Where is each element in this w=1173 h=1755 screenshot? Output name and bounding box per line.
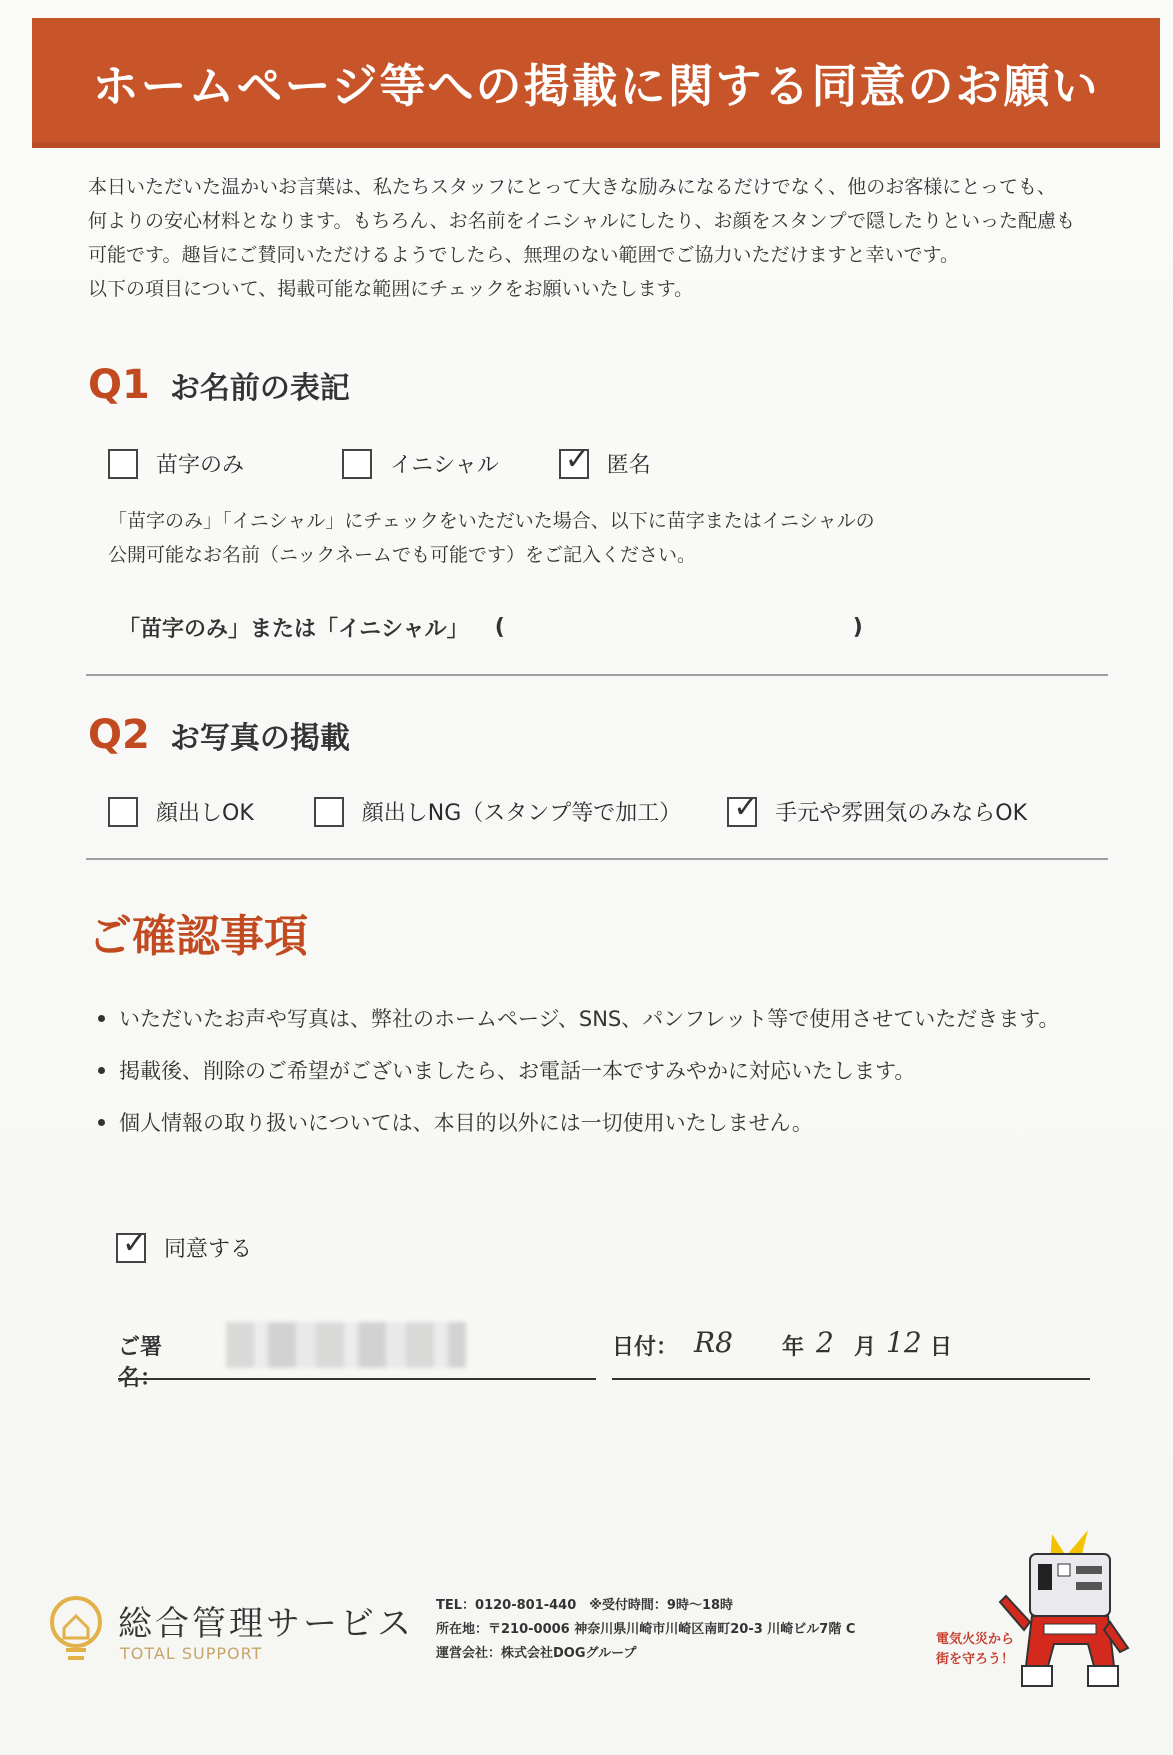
date-month-unit: 月 [854, 1335, 877, 1360]
breaker-mascot-icon [992, 1526, 1132, 1696]
brand-name: 総合管理サービス [118, 1604, 414, 1644]
signature-redacted [226, 1322, 466, 1368]
checkbox-checked[interactable] [727, 789, 759, 827]
checkbox-checked[interactable] [116, 1225, 148, 1263]
agree-label: 同意する [164, 1237, 253, 1262]
intro-line: 以下の項目について、掲載可能な範囲にチェックをお願いいたします。 [88, 278, 694, 300]
check-mark-icon: ✓ [122, 1225, 148, 1261]
divider [86, 674, 1108, 676]
option-label: 顔出しOK [156, 801, 254, 826]
q2-number: Q2 [88, 712, 150, 758]
q1-option-anonymous[interactable] [559, 441, 651, 479]
signature-underline [118, 1378, 596, 1380]
q2-title: お写真の掲載 [169, 721, 350, 756]
footer [46, 1586, 1136, 1736]
bulb-house-logo-icon [46, 1594, 106, 1664]
address-line: 所在地：〒210-0006 神奈川県川崎市川崎区南町20-3 川崎ビル7階 C [436, 1622, 856, 1637]
q1-option-surname[interactable] [108, 448, 244, 479]
checkbox[interactable] [108, 797, 138, 827]
date-era: R8 [694, 1326, 733, 1359]
slogan-line: 電気火災から [936, 1632, 1015, 1647]
bullet-icon [98, 1067, 105, 1074]
q2-option-face-ok[interactable] [108, 796, 254, 827]
check-mark-icon: ✓ [564, 441, 590, 477]
q2-option-hands-only[interactable] [727, 789, 1028, 827]
checkbox[interactable] [342, 449, 372, 479]
list-item-text: 掲載後、削除のご希望がございましたら、お電話一本ですみやかに対応いたします。 [119, 1059, 916, 1083]
bullet-icon [98, 1119, 105, 1126]
intro-line: 可能です。趣旨にご賛同いただけるようでしたら、無理のない範囲でご協力いただけますと幸いです。 [88, 244, 959, 266]
brand-subtitle: TOTAL SUPPORT [120, 1644, 263, 1663]
check-mark-icon: ✓ [733, 789, 759, 825]
option-label: 苗字のみ [156, 453, 245, 478]
intro-line: 本日いただいた温かいお言葉は、私たちスタッフにとって大きな励みになるだけでなく、他のお客様にとっても、 [88, 176, 1056, 198]
list-item-text: いただいたお声や写真は、弊社のホームページ、SNS、パンフレット等で使用させていただきます。 [119, 1007, 1060, 1031]
q1-title: お名前の表記 [169, 371, 350, 406]
q1-options [108, 441, 711, 479]
signature-label: ご署名： [118, 1335, 163, 1391]
note-line: 「苗字のみ」「イニシャル」にチェックをいただいた場合、以下に苗字またはイニシャルの [108, 510, 875, 532]
date-year-unit: 年 [782, 1335, 805, 1360]
option-label: 匿名 [606, 453, 651, 478]
checkbox[interactable] [108, 449, 138, 479]
date-label: 日付： [612, 1335, 679, 1360]
option-label: 手元や雰囲気のみならOK [775, 801, 1028, 826]
intro-line: 何よりの安心材料となります。もちろん、お名前をイニシャルにしたり、お顔をスタンプで隠したりといった配慮も [88, 210, 1076, 232]
checkbox-checked[interactable] [559, 441, 590, 479]
note-line: 公開可能なお名前（ニックネームでも可能です）をご記入ください。 [108, 544, 697, 566]
paren-open: ( [494, 615, 505, 640]
contact-info [436, 1594, 855, 1666]
list-item [98, 1044, 1060, 1096]
checkbox[interactable] [314, 797, 344, 827]
q1-note [108, 504, 875, 572]
date-day-unit: 日 [930, 1335, 953, 1360]
slogan-line: 街を守ろう！ [936, 1652, 1015, 1667]
page-title: ホームページ等への掲載に関する同意のお願い [92, 59, 1100, 113]
list-item-text: 個人情報の取り扱いについては、本目的以外には一切使用いたしません。 [119, 1111, 813, 1135]
divider [86, 858, 1108, 860]
bullet-icon [98, 1015, 105, 1022]
confirm-title: ご確認事項 [88, 911, 308, 962]
paren-close: ) [852, 615, 863, 640]
option-label: イニシャル [390, 453, 499, 478]
q2-heading [88, 712, 350, 758]
list-item [98, 992, 1060, 1044]
date-month: 2 [816, 1326, 834, 1359]
option-label: 顔出しNG（スタンプ等で加工） [361, 801, 682, 826]
q2-options [108, 789, 1087, 827]
date-day: 12 [886, 1326, 922, 1359]
q1-option-initial[interactable] [342, 448, 499, 479]
date-underline [612, 1378, 1090, 1380]
confirm-list [98, 992, 1060, 1148]
agree-checkbox-row[interactable] [116, 1225, 253, 1263]
q1-name-field[interactable] [118, 612, 863, 643]
q1-number: Q1 [88, 362, 150, 408]
list-item [98, 1096, 1060, 1148]
q2-option-face-ng[interactable] [314, 796, 682, 827]
q1-heading [88, 362, 350, 408]
tel-line: TEL：0120-801-440 ※受付時間：9時～18時 [436, 1598, 734, 1613]
intro-text [88, 170, 1098, 306]
name-field-label: 「苗字のみ」または「イニシャル」 [118, 617, 469, 642]
header-band [32, 18, 1160, 148]
company-line: 運営会社：株式会社DOGグループ [436, 1646, 637, 1661]
